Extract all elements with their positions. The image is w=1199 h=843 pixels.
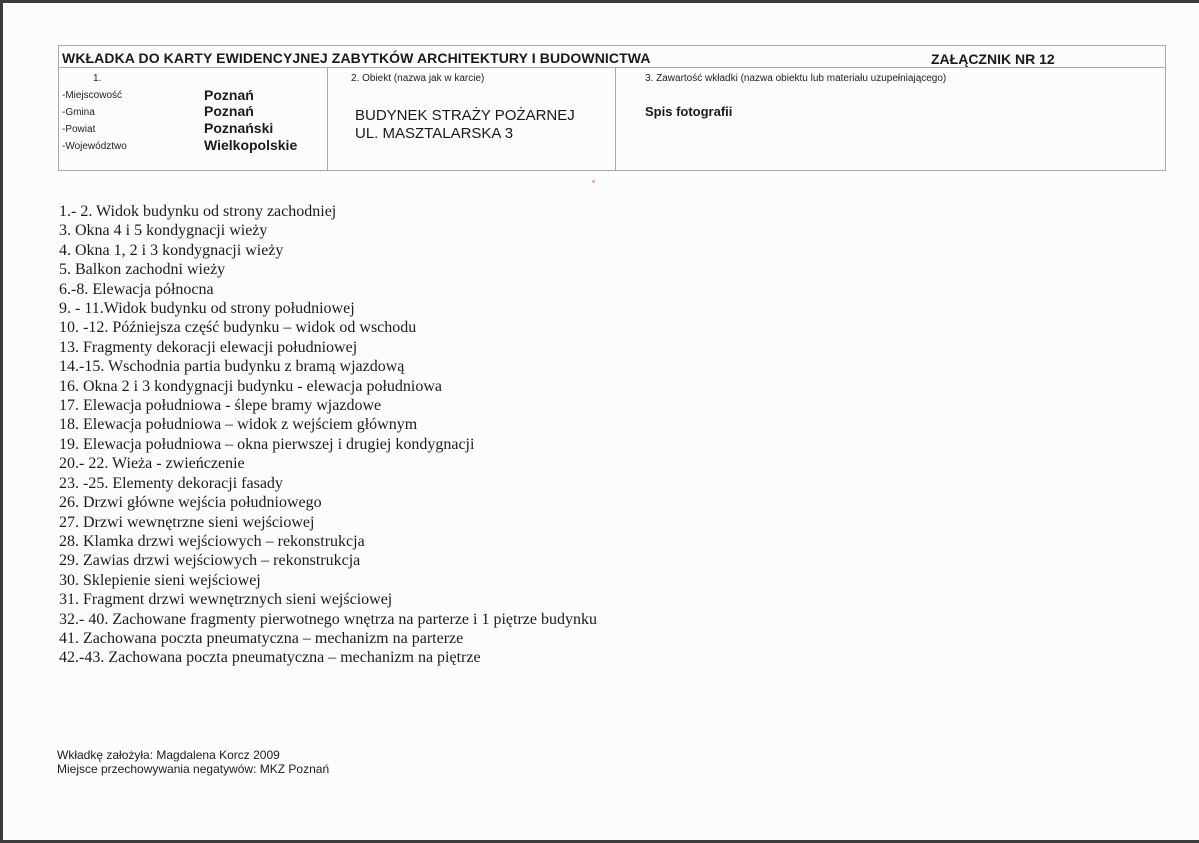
title-row [59, 46, 1165, 68]
section-number: 1. [93, 73, 102, 84]
object-section [328, 68, 616, 170]
list-item: 1.- 2. Widok budynku od strony zachodniej [59, 203, 337, 220]
list-item: 17. Elewacja południowa - ślepe bramy wjazdowe [59, 397, 382, 415]
photo-list [59, 202, 597, 668]
list-item: 41. Zachowana poczta pneumatyczna – mechanizm na parterze [59, 629, 464, 647]
list-item: 20.- 22. Wieża - zwieńczenie [59, 455, 245, 473]
contents-label: 3. Zawartość wkładki (nazwa obiektu lub materiału uzupełniającego) [645, 73, 947, 84]
list-item: 31. Fragment drzwi wewnętrznych sieni wejściowej [59, 591, 393, 609]
list-item: 42.-43. Zachowana poczta pneumatyczna – mechanizm na piętrze [59, 649, 481, 667]
contents-value: Spis fotografii [645, 104, 733, 119]
list-item: 23. -25. Elementy dekoracji fasady [59, 474, 283, 492]
negatives-location: Miejsce przechowywania negatywów: MKZ Poznań [57, 762, 330, 776]
object-label: 2. Obiekt (nazwa jak w karcie) [351, 73, 485, 84]
list-item: 28. Klamka drzwi wejściowych – rekonstrukcja [59, 532, 365, 550]
list-item: 18. Elewacja południowa – widok z wejściem głównym [59, 416, 418, 434]
location-label-commune: -Gmina [62, 107, 95, 118]
location-label-town: -Miejscowość [62, 90, 123, 101]
scanned-document-page [3, 3, 1199, 840]
list-item: 4. Okna 1, 2 i 3 kondygnacji wieży [59, 241, 284, 259]
author-line: Wkładkę założyła: Magdalena Korcz 2009 [57, 748, 280, 762]
list-item: 26. Drzwi główne wejścia południowego [59, 494, 322, 512]
location-value-commune: Poznań [204, 103, 254, 119]
object-address: UL. MASZTALARSKA 3 [355, 125, 514, 142]
list-item: 27. Drzwi wewnętrzne sieni wejściowej [59, 513, 315, 531]
list-item: 14.-15. Wschodnia partia budynku z bramą wjazdową [59, 358, 405, 376]
list-item: 30. Sklepienie sieni wejściowej [59, 571, 261, 589]
location-value-voivodeship: Wielkopolskie [204, 137, 298, 153]
footer [57, 748, 329, 776]
document-title: WKŁADKA DO KARTY EWIDENCYJNEJ ZABYTKÓW ARCHITEKTURY I BUDOWNICTWA [62, 50, 651, 66]
list-item: 32.- 40. Zachowane fragmenty pierwotnego wnętrza na parterze i 1 piętrze budynku [59, 610, 597, 628]
location-label-county: -Powiat [62, 124, 96, 135]
list-item: 29. Zawias drzwi wejściowych – rekonstrukcja [59, 552, 361, 570]
location-label-voivodeship: -Województwo [62, 141, 127, 152]
list-item: 6.-8. Elewacja północna [59, 280, 214, 298]
object-name: BUDYNEK STRAŻY POŻARNEJ [355, 107, 575, 124]
location-value-town: Poznań [204, 87, 254, 103]
list-item: 10. -12. Późniejsza część budynku – widok od wschodu [59, 319, 417, 337]
list-item: 19. Elewacja południowa – okna pierwszej i drugiej kondygnacji [59, 435, 475, 453]
list-item: 13. Fragmenty dekoracji elewacji południowej [59, 338, 358, 356]
list-item: 5. Balkon zachodni wieży [59, 261, 226, 279]
scan-speck [592, 180, 595, 183]
list-item: 3. Okna 4 i 5 kondygnacji wieży [59, 222, 268, 240]
list-item: 9. - 11.Widok budynku od strony południowej [59, 300, 355, 318]
contents-section [616, 68, 1165, 170]
location-value-county: Poznański [204, 120, 274, 136]
list-item: 16. Okna 2 i 3 kondygnacji budynku - elewacja południowa [59, 377, 443, 395]
annex-number: ZAŁĄCZNIK NR 12 [931, 51, 1055, 67]
header-table [58, 45, 1166, 171]
location-section [59, 68, 328, 170]
